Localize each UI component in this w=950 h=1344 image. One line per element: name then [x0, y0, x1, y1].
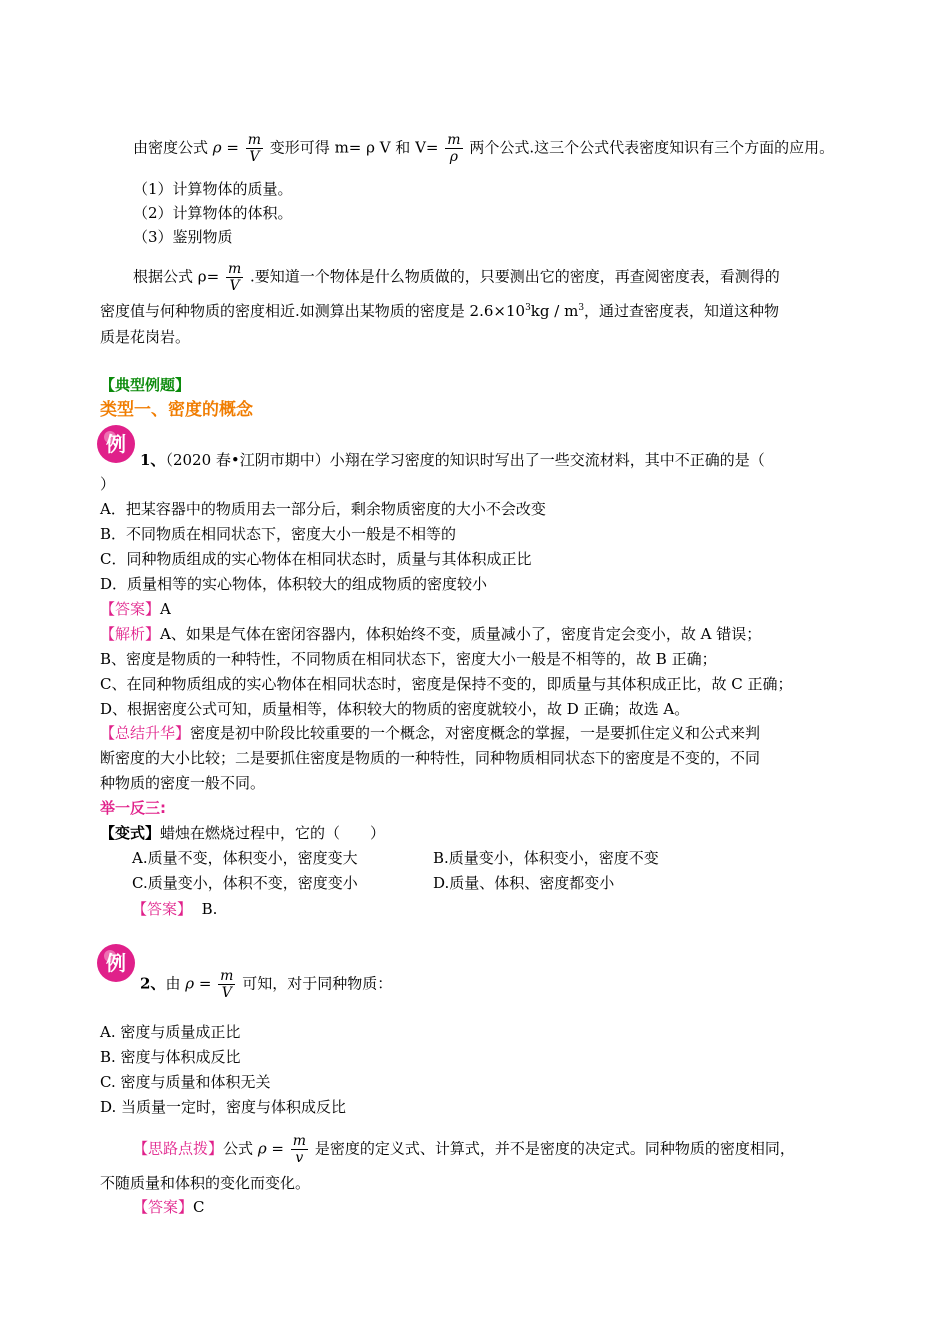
example1-analysis-4: D、根据密度公式可知，质量相等，体积较大的物质的密度就较小，故 D 正确；故选 A。 — [100, 700, 690, 718]
example1-option-a: A．把某容器中的物质用去一部分后，剩余物质密度的大小不会改变 — [100, 500, 546, 518]
fraction-m-over-v: $\frac{m}{V}$ — [247, 132, 262, 165]
variant-stem: 【变式】蜡烛在燃烧过程中，它的（ ） — [100, 824, 386, 842]
example1-summary-1: 【总结升华】密度是初中阶段比较重要的一个概念，对密度概念的掌握，一是要抓住定义和公式来判 — [100, 724, 761, 742]
example2-option-d: D. 当质量一定时，密度与体积成反比 — [100, 1098, 347, 1116]
example2-option-b: B. 密度与体积成反比 — [100, 1048, 241, 1066]
example1-stem: 1、（2020 春•江阴市期中）小翔在学习密度的知识时写出了一些交流材料，其中不正确的是（ — [140, 451, 765, 469]
example-badge-icon — [96, 943, 136, 983]
intro-item-1: （1）计算物体的质量。 — [133, 180, 293, 198]
intro-item-2: （2）计算物体的体积。 — [133, 204, 293, 222]
example1-analysis-1: 【解析】A、如果是气体在密闭容器内，体积始终不变，质量减小了，密度肯定会变小，故 A 错误； — [100, 625, 762, 643]
intro-text-a: 由密度公式 — [133, 138, 209, 157]
intro-para-line1: 根据公式 ρ= $\frac{m}{V}$ .要知道一个物体是什么物质做的，只要测出它的密度，再查阅密度表，看测得的 — [133, 261, 780, 294]
example1-analysis-2: B、密度是物质的一种特性，不同物质在相同状态下，密度大小一般是不相等的，故 B 正确； — [100, 650, 717, 668]
example1-stem-end: ） — [100, 475, 116, 493]
example1-option-c: C．同种物质组成的实心物体在相同状态时，质量与其体积成正比 — [100, 550, 532, 568]
example2-option-c: C. 密度与质量和体积无关 — [100, 1073, 271, 1091]
rho-symbol: ρ = — [212, 138, 239, 157]
example2-hint-1: 【思路点拨】公式 ρ = $\frac{m}{v}$ 是密度的定义式、计算式，并不是密度的决定式。同种物质的密度相同， — [133, 1133, 795, 1166]
variant-option-b: B.质量变小，体积变小，密度不变 — [433, 849, 659, 867]
svg-text:例: 例 — [106, 951, 126, 975]
variant-option-a: A.质量不变，体积变小，密度变大 — [132, 849, 358, 867]
example1-analysis-3: C、在同种物质组成的实心物体在相同状态时，密度是保持不变的，即质量与其体积成正比，故 C 正确； — [100, 675, 793, 693]
type-heading: 类型一、密度的概念 — [100, 400, 253, 420]
intro-text-c: 两个公式.这三个公式代表密度知识有三个方面的应用。 — [469, 138, 835, 157]
intro-item-3: （3）鉴别物质 — [133, 228, 233, 246]
example2-hint-2: 不随质量和体积的变化而变化。 — [100, 1174, 311, 1192]
variant-option-d: D.质量、体积、密度都变小 — [433, 874, 615, 892]
fraction-m-over-v-3: $\frac{m}{V}$ — [220, 968, 234, 1001]
example-badge-icon — [96, 424, 136, 464]
intro-para-line2: 密度值与何种物质的密度相近.如测算出某物质的密度是 $2.6\times 10^3kg / m^3$，通过查密度表，知道这种物 — [100, 302, 780, 320]
example1-option-b: B．不同物质在相同状态下，密度大小一般是不相等的 — [100, 525, 457, 543]
variant-heading: 举一反三: — [100, 799, 166, 817]
variant-option-c: C.质量变小，体积不变，密度变小 — [132, 874, 358, 892]
example1-option-d: D．质量相等的实心物体，体积较大的组成物质的密度较小 — [100, 575, 488, 593]
intro-text-b: 变形可得 m= ρ V 和 V= — [269, 138, 439, 157]
example1-summary-2: 断密度的大小比较；二是要抓住密度是物质的一种特性，同种物质相同状态下的密度是不变的，不同 — [100, 749, 761, 767]
example2-option-a: A. 密度与质量成正比 — [100, 1023, 241, 1041]
example1-answer: 【答案】A — [100, 600, 171, 618]
fraction-m-over-v-4: $\frac{m}{v}$ — [292, 1133, 307, 1166]
example1-summary-3: 种物质的密度一般不同。 — [100, 774, 266, 792]
intro-para-line3: 质是花岗岩。 — [100, 328, 191, 346]
svg-text:例: 例 — [106, 432, 126, 456]
example1-number: 1、 — [140, 451, 166, 469]
example2-answer: 【答案】C — [133, 1198, 205, 1216]
intro-formula-line — [133, 132, 834, 165]
section-heading: 【典型例题】 — [100, 376, 191, 394]
fraction-m-over-rho: $\frac{m}{\rho}$ — [447, 132, 461, 165]
variant-answer: 【答案】 B. — [132, 900, 218, 918]
example2-stem: 2、由 ρ = $\frac{m}{V}$ 可知，对于同种物质： — [140, 968, 393, 1001]
fraction-m-over-v-2: $\frac{m}{V}$ — [227, 261, 242, 294]
